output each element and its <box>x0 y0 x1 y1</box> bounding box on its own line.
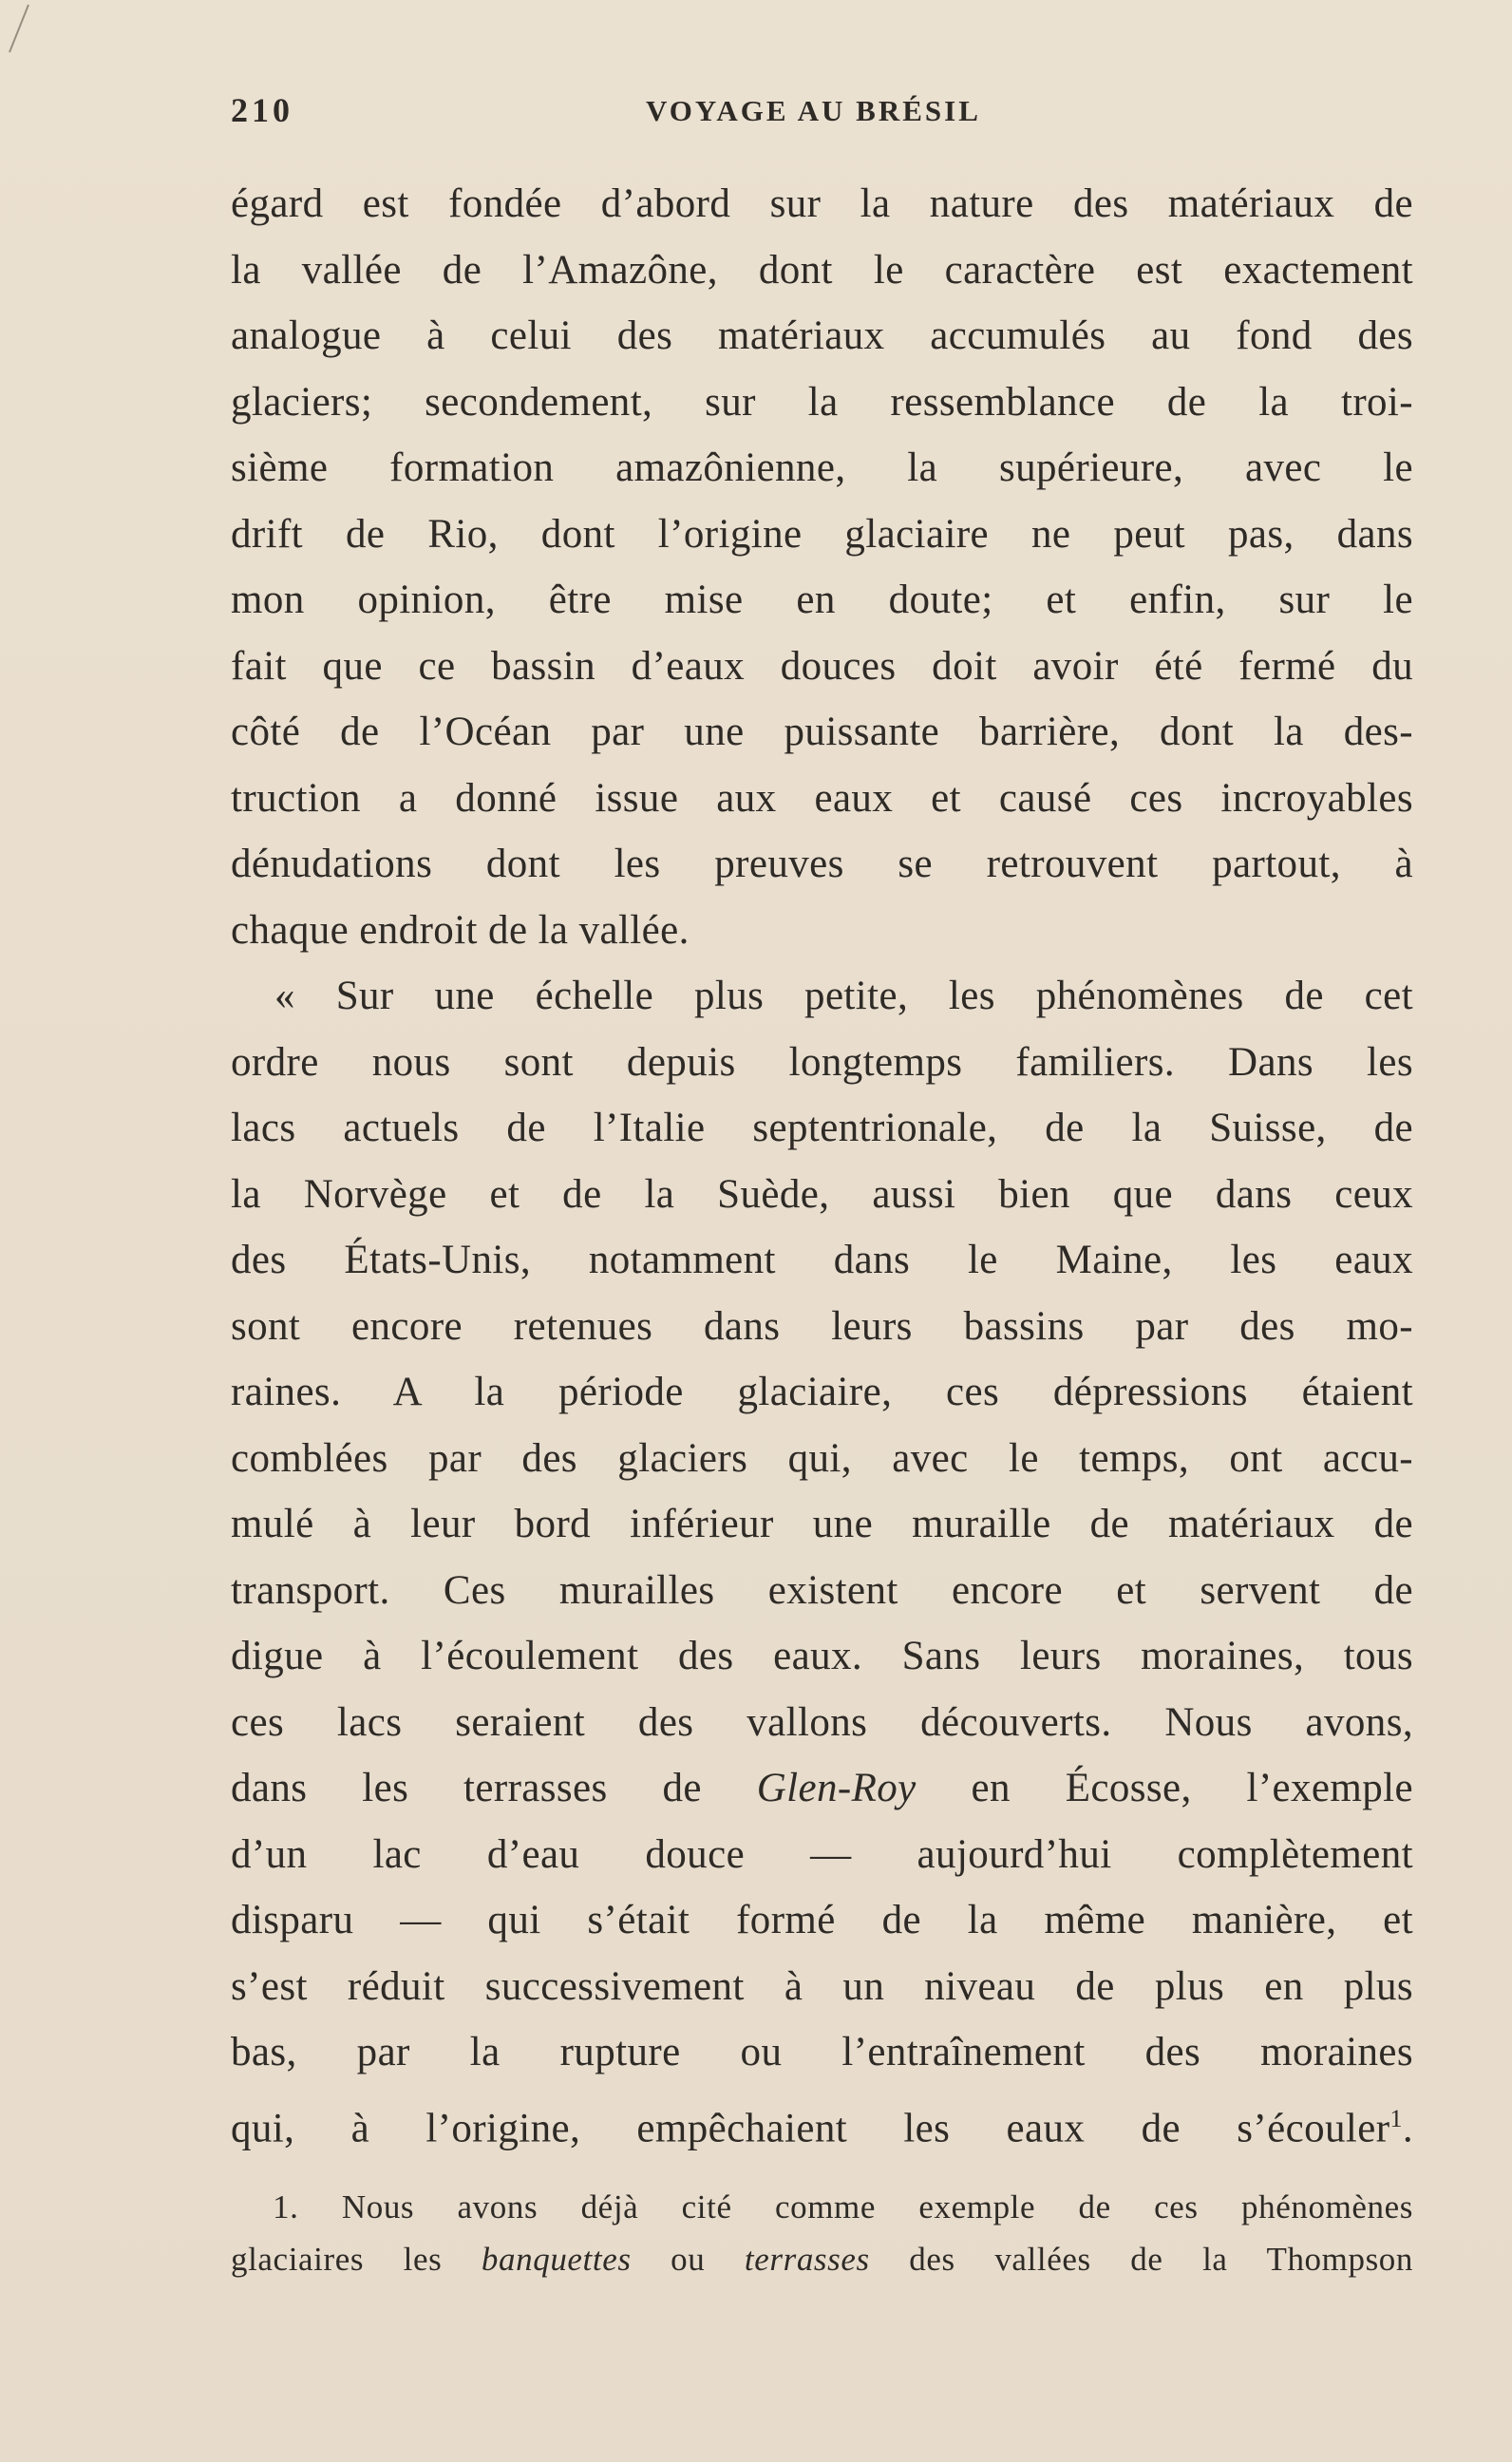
page-header <box>231 90 1413 138</box>
text-line: analogue à celui des matériaux accumulés au fond des <box>231 313 1413 358</box>
text-line: sième formation amazônienne, la supérieure, avec le <box>231 445 1413 490</box>
text-run: glaciaires les <box>231 2241 482 2278</box>
text-line: lacs actuels de l’Italie septentrionale, de la Suisse, de <box>231 1106 1413 1150</box>
text-line: transport. Ces murailles existent encore et servent de <box>231 1567 1413 1613</box>
text-line: côté de l’Océan par une puissante barrière, dont la des- <box>231 710 1413 754</box>
footnote-reference: 1 <box>1389 2104 1403 2132</box>
body-text <box>231 171 1413 2151</box>
text-line: ordre nous sont depuis longtemps familiers. Dans les <box>231 1039 1413 1085</box>
text-line: sont encore retenues dans leurs bassins par des mo- <box>231 1303 1413 1349</box>
text-line: ces lacs seraient des vallons découverts. Nous avons, <box>231 1699 1413 1745</box>
text-line: la Norvège et de la Suède, aussi bien que dans ceux <box>231 1171 1413 1217</box>
text-line-glen-roy <box>231 1755 1413 1822</box>
page-number: 210 <box>231 91 293 129</box>
footnote-line: 1. Nous avons déjà cité comme exemple de ces phénomènes <box>273 2188 1413 2225</box>
text-run: en Écosse, l’exemple <box>916 1766 1413 1810</box>
text-run: qui, à l’origine, empêchaient les eaux de s’écouler <box>231 2105 1390 2150</box>
text-run: dans les terrasses de <box>231 1766 757 1810</box>
text-line: d’un lac d’eau douce — aujourd’hui complètement <box>231 1831 1413 1877</box>
place-name-italic: Glen-Roy <box>756 1766 917 1810</box>
text-line: mulé à leur bord inférieur une muraille de matériaux de <box>231 1502 1413 1546</box>
text-line: glaciers; secondement, sur la ressemblance de la troi- <box>231 379 1413 425</box>
footnote-line <box>231 2233 1413 2285</box>
text-line: mon opinion, être mise en doute; et enfin, sur le <box>231 578 1413 622</box>
footnotes <box>231 2181 1413 2285</box>
text-line: disparu — qui s’était formé de la même manière, et <box>231 1898 1413 1942</box>
text-line: des États-Unis, notamment dans le Maine, les eaux <box>231 1238 1413 1282</box>
text-line: comblées par des glaciers qui, avec le temps, ont accu- <box>231 1435 1413 1481</box>
italic-term: banquettes <box>481 2241 632 2278</box>
page-corner-mark <box>0 0 38 57</box>
text-run: . <box>1402 2105 1413 2150</box>
text-line: fait que ce bassin d’eaux douces doit avoir été fermé du <box>231 643 1413 689</box>
text-line: bas, par la rupture ou l’entraînement des moraines <box>231 2030 1413 2074</box>
text-run: des vallées de la Thompson <box>869 2241 1414 2278</box>
text-line: truction a donné issue aux eaux et causé ces incroyables <box>231 775 1413 821</box>
text-line: raines. A la période glaciaire, ces dépressions étaient <box>231 1370 1413 1414</box>
text-run: ou <box>631 2241 745 2278</box>
text-line: digue à l’écoulement des eaux. Sans leurs moraines, tous <box>231 1634 1413 1678</box>
text-line: « Sur une échelle plus petite, les phénomènes de cet <box>274 974 1413 1018</box>
running-head: VOYAGE AU BRÉSIL <box>646 94 981 127</box>
italic-term: terrasses <box>744 2241 870 2278</box>
text-line: égard est fondée d’abord sur la nature des matériaux de <box>231 181 1413 226</box>
text-line: la vallée de l’Amazône, dont le caractère est exactement <box>231 247 1413 293</box>
text-line: drift de Rio, dont l’origine glaciaire ne peut pas, dans <box>231 511 1413 557</box>
text-line: dénudations dont les preuves se retrouvent partout, à <box>231 842 1413 886</box>
text-line-last <box>231 2086 1413 2152</box>
text-line: chaque endroit de la vallée. <box>231 907 690 953</box>
text-line: s’est réduit successivement à un niveau de plus en plus <box>231 1963 1413 2009</box>
